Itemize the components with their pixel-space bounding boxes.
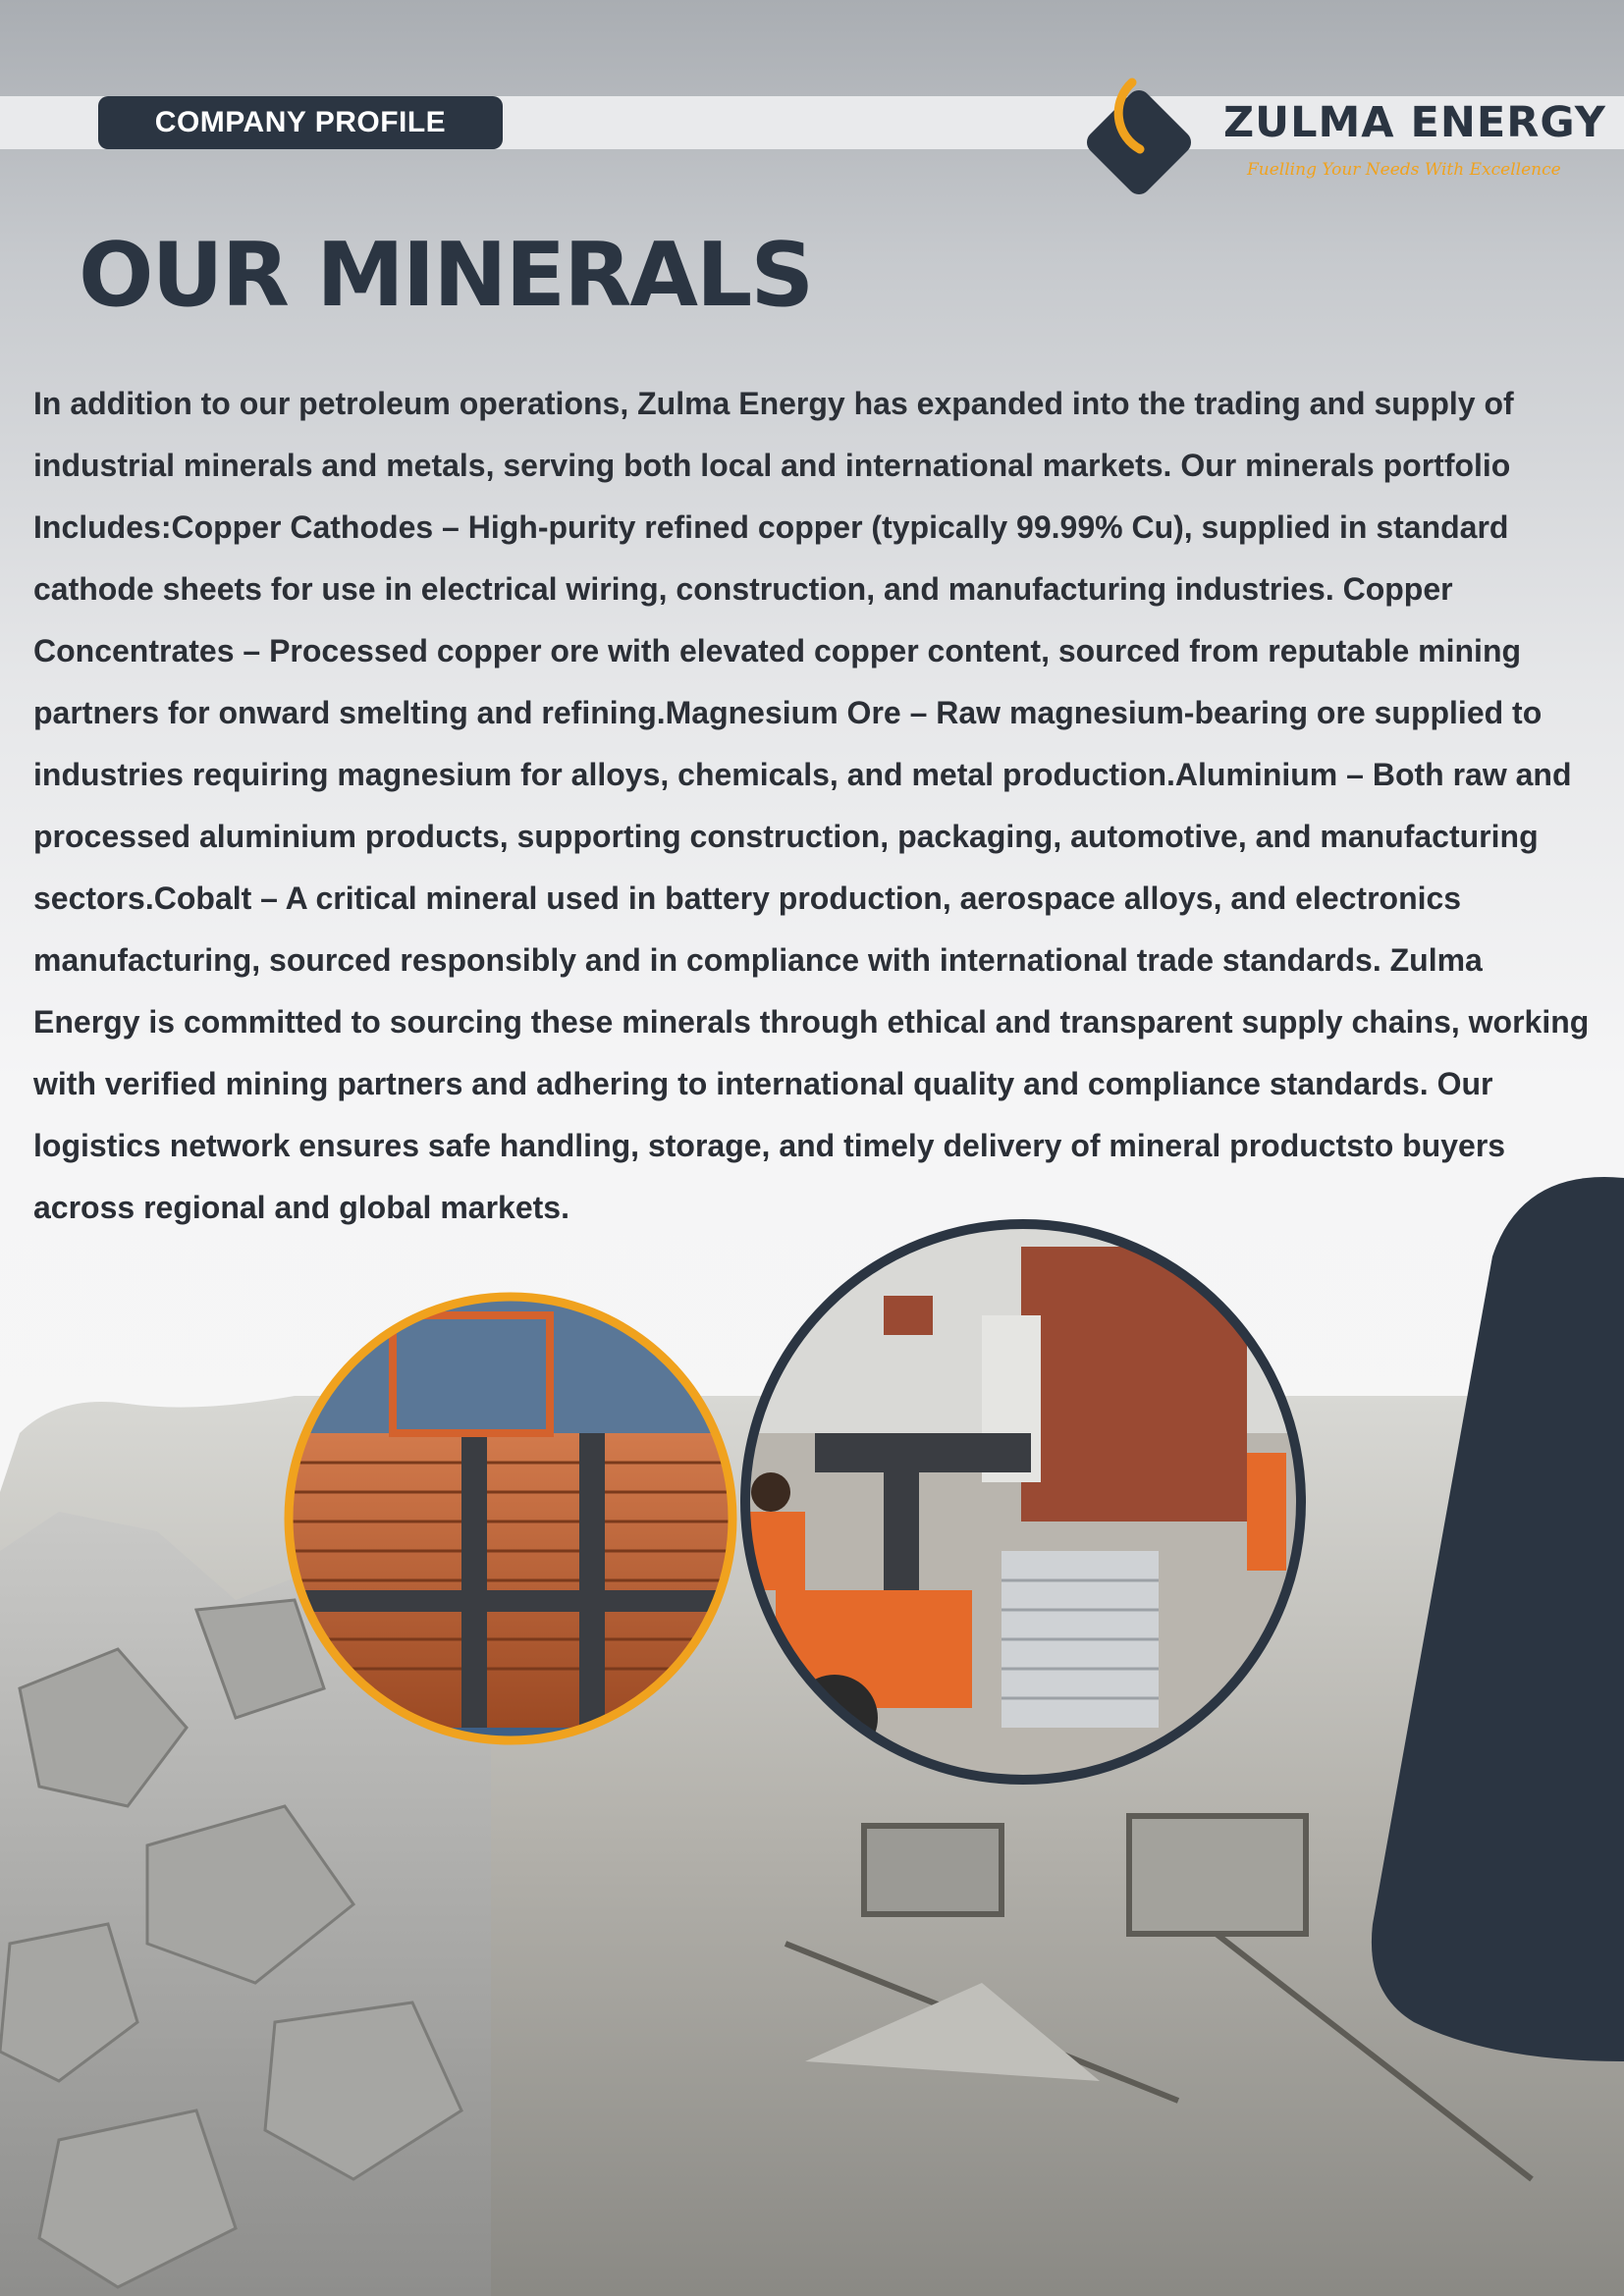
page-title: OUR MINERALS (79, 224, 813, 327)
brand-tagline: Fuelling Your Needs With Excellence (1247, 160, 1561, 180)
brand-name: ZULMA ENERGY (1223, 98, 1606, 147)
brand-logo-icon (1075, 73, 1203, 204)
body-paragraph: In addition to our petroleum operations, Zulma Energy has expanded into the trading and supply of industrial minerals and metals, serving both local and international markets. Our minerals portfolio Includes:Copper Cathodes – High-purity refined copper (typically 99.99% Cu), supplied in standard cathode sheets for use in electrical wiring, construction, and manufacturing industries. Copper Concentrates – Processed copper ore with elevated copper content, sourced from reputable mining partners for onward smelting and refining.Magnesium Ore – Raw magnesium-bearing ore supplied to industries requiring magnesium for alloys, chemicals, and metal production.Aluminium – Both raw and processed aluminium products, supporting construction, packaging, automotive, and manufacturing sectors.Cobalt – A critical mineral used in battery production, aerospace alloys, and electronics manufacturing, sourced responsibly and in compliance with international trade standards. Zulma Energy is committed to sourcing these minerals through ethical and transparent supply chains, working with verified mining partners and adhering to international quality and compliance standards. Our logistics network ensures safe handling, storage, and timely delivery of mineral productsto buyers across regional and global markets. (33, 386, 1590, 1225)
section-label-badge: COMPANY PROFILE (98, 96, 503, 149)
minerals-artwork (0, 1139, 1624, 2296)
